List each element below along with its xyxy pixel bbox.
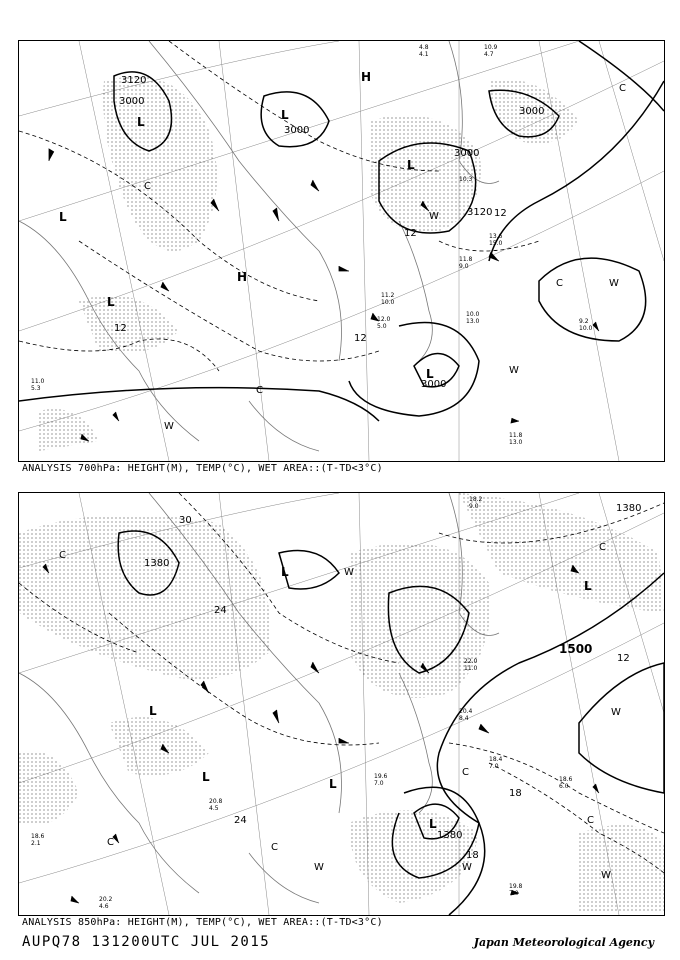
warm-marker: W	[429, 211, 439, 222]
agency-name: Japan Meteorological Agency	[473, 936, 654, 949]
cold-marker: C	[587, 815, 594, 826]
caption-700hpa: ANALYSIS 700hPa: HEIGHT(M), TEMP(°C), WET AREA::(T-TD<3°C)	[22, 463, 383, 474]
height-label: 3000	[519, 106, 545, 117]
station-value: 10.0	[579, 325, 593, 332]
cold-marker: C	[256, 385, 263, 396]
station-value: 8.4	[459, 715, 469, 722]
cold-marker: C	[462, 767, 469, 778]
station-value: 18.2	[469, 496, 483, 503]
low-center: L	[426, 367, 434, 381]
station-value: 12.0	[377, 316, 391, 323]
station-value: 10.0	[381, 299, 395, 306]
height-label: 1500	[559, 642, 593, 656]
cold-marker: C	[619, 83, 626, 94]
low-center: L	[584, 579, 592, 593]
high-center: H	[237, 270, 248, 284]
cold-marker: C	[59, 550, 66, 561]
station-value: 4.5	[209, 805, 219, 812]
wet-areas	[19, 493, 664, 913]
low-center: L	[329, 777, 337, 791]
station-value: 10.3	[459, 176, 473, 183]
station-value: 4.6	[99, 903, 109, 910]
low-center: L	[137, 115, 145, 129]
caption-850hpa: ANALYSIS 850hPa: HEIGHT(M), TEMP(°C), WET AREA::(T-TD<3°C)	[22, 917, 383, 928]
station-value: 4.8	[419, 44, 429, 51]
height-label: 3120	[121, 75, 147, 86]
low-center: L	[59, 210, 67, 224]
low-center: L	[202, 770, 210, 784]
station-value: 13.0	[466, 318, 480, 325]
station-value: 10.9	[484, 44, 498, 51]
low-center: L	[429, 817, 437, 831]
map-panel-700hpa	[18, 40, 665, 462]
high-center: H	[361, 70, 372, 84]
station-value: 20.8	[209, 798, 223, 805]
cold-marker: C	[107, 837, 114, 848]
station-value: 20.2	[99, 896, 113, 903]
warm-marker: W	[344, 567, 354, 578]
temp-label: 18	[466, 850, 479, 861]
height-label: 1380	[144, 558, 170, 569]
temp-label: 24	[214, 605, 227, 616]
height-label: 3000	[284, 125, 310, 136]
station-value: 5.0	[377, 323, 387, 330]
low-center: L	[407, 158, 415, 172]
station-value: 2.1	[31, 840, 41, 847]
low-center: L	[149, 704, 157, 718]
station-value: 11.0	[464, 665, 478, 672]
temp-label: 24	[234, 815, 247, 826]
cold-marker: C	[599, 542, 606, 553]
station-value: 18.6	[31, 833, 45, 840]
map-panel-850hpa	[18, 492, 665, 916]
station-value: 11.0	[31, 378, 45, 385]
height-label: 3000	[119, 96, 145, 107]
station-value: 11.8	[509, 432, 523, 439]
warm-marker: W	[611, 707, 621, 718]
warm-marker: W	[462, 862, 472, 873]
height-label: 3000	[421, 379, 447, 390]
cold-marker: C	[271, 842, 278, 853]
warm-marker: W	[609, 278, 619, 289]
height-label: 3120	[467, 207, 493, 218]
cold-marker: C	[144, 181, 151, 192]
cold-marker: C	[556, 278, 563, 289]
temp-label: 12	[494, 208, 507, 219]
station-value: 13.6	[489, 233, 503, 240]
warm-marker: W	[601, 870, 611, 881]
temp-label: 12	[617, 653, 630, 664]
height-label: 1380	[616, 503, 642, 514]
map-700hpa-svg	[19, 41, 664, 461]
station-value: 10.0	[466, 311, 480, 318]
height-label: 1380	[437, 830, 463, 841]
station-value: 9.0	[459, 263, 469, 270]
low-center: L	[281, 108, 289, 122]
temp-label: 30	[179, 515, 192, 526]
station-value: 4.7	[484, 51, 494, 58]
temp-label: 12	[114, 323, 127, 334]
station-value: 7.0	[374, 780, 384, 787]
station-value: 7.0	[489, 763, 499, 770]
warm-marker: W	[509, 365, 519, 376]
station-value: 13.0	[509, 439, 523, 446]
temp-label: 12	[354, 333, 367, 344]
chart-code: AUPQ78 131200UTC JUL 2015	[22, 934, 271, 950]
station-value: 19.8	[509, 883, 523, 890]
temp-label: 18	[509, 788, 522, 799]
warm-marker: W	[164, 421, 174, 432]
station-value: 22.0	[464, 658, 478, 665]
station-value: 4.1	[419, 51, 429, 58]
station-value: 7.0	[509, 890, 519, 897]
map-850hpa-svg	[19, 493, 664, 915]
station-value: 18.6	[559, 776, 573, 783]
low-center: L	[107, 295, 115, 309]
station-value: 5.3	[31, 385, 41, 392]
temp-label: 12	[404, 228, 417, 239]
warm-marker: W	[314, 862, 324, 873]
station-value: 9.2	[579, 318, 589, 325]
station-value: 11.8	[459, 256, 473, 263]
station-value: 20.4	[459, 708, 473, 715]
station-value: 15.0	[489, 240, 503, 247]
station-value: 9.0	[469, 503, 479, 510]
station-value: 6.0	[559, 783, 569, 790]
low-center: L	[281, 565, 289, 579]
station-value: 19.6	[374, 773, 388, 780]
station-value: 18.4	[489, 756, 503, 763]
station-value: 11.2	[381, 292, 395, 299]
height-label: 3000	[454, 148, 480, 159]
